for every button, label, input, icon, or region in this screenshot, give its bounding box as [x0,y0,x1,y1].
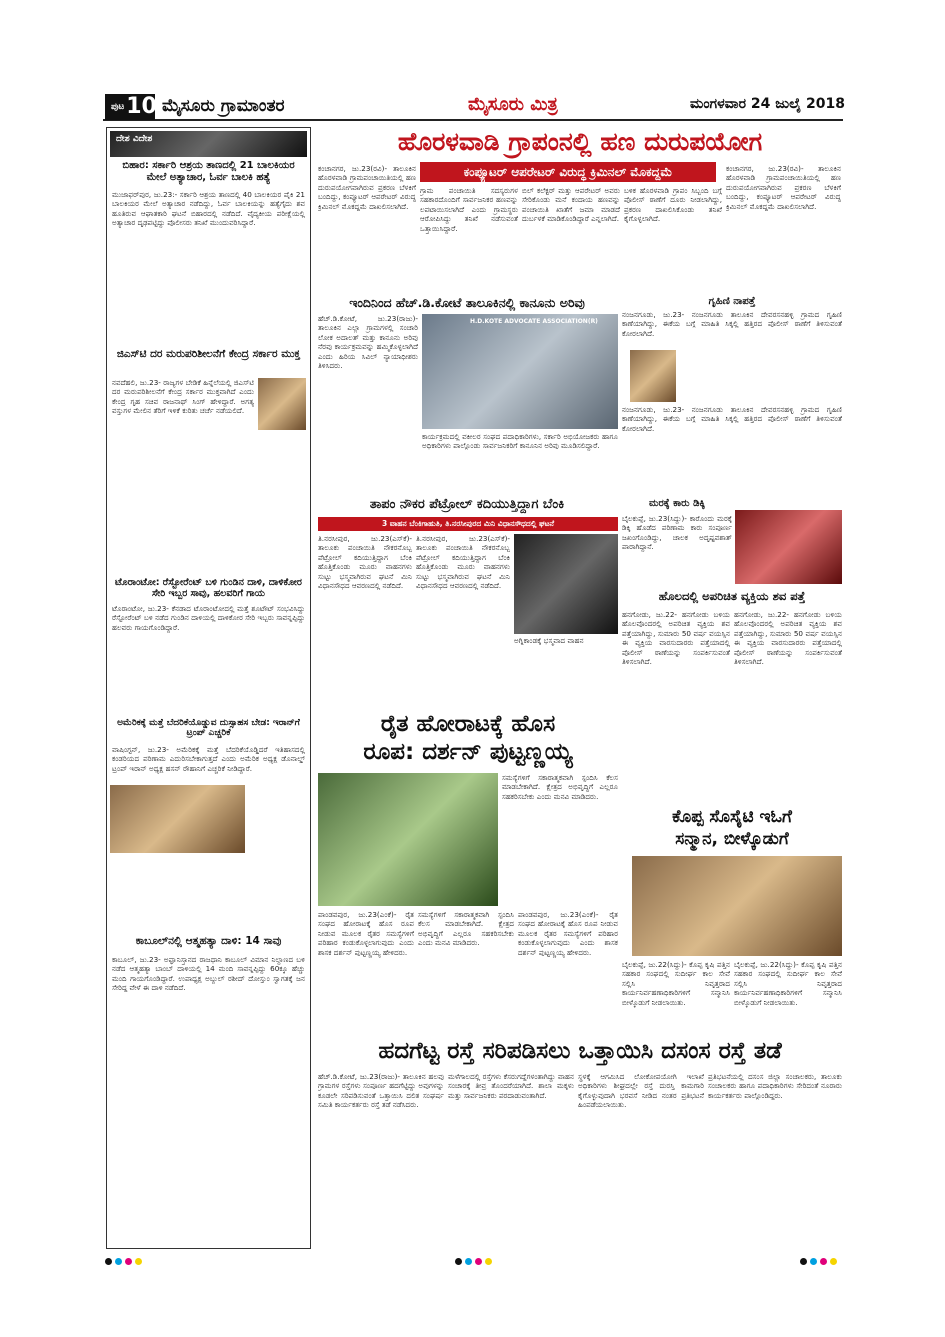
lead-headline: ಹೊರಳವಾಡಿ ಗ್ರಾಪಂನಲ್ಲಿ ಹಣ ದುರುಪಯೋಗ [397,127,763,156]
reg-dot-cyan [810,1258,817,1265]
law-text-2: ಕಾರ್ಯಕ್ರಮದಲ್ಲಿ ವಕೀಲರ ಸಂಘದ ಪದಾಧಿಕಾರಿಗಳು, ಸರ್ಕಾರಿ ಅಭಿಯೋಜಕರು ಹಾಗೂ ಅಧಿಕಾರಿಗಳು ಪಾಲ್ಗೊಂಡು ಸಾರ್ವಜನಿಕರಿಗೆ ಕಾನೂನಿನ ಅರಿವು ಮೂಡಿಸಲಿದ್ದಾರೆ. [422,432,618,451]
reg-dot-magenta [475,1258,482,1265]
farmer-text-2: ಸಮಸ್ಯೆಗಳಿಗೆ ಸಕಾರಾತ್ಮಕವಾಗಿ ಸ್ಪಂದಿಸಿ ಕೆಲಸ ಮಾಡಬೇಕಾಗಿದೆ. ಕ್ಷೇತ್ರದ ಅಭಿವೃದ್ಧಿಗೆ ಎಲ್ಲರೂ ಸಹಕರಿಸಬೇಕು ಎಂದು ಮನವಿ ಮಾಡಿದರು. [418,910,514,948]
reg-dot-yellow [485,1258,492,1265]
fire-text-1: ತಿ.ನರಸೀಪುರ, ಜು.23(ಎಸ್‌ಕೆ)- ತಾಲೂಕು ಪಂಚಾಯಿತಿ ನೌಕರನೊಬ್ಬ ಪೆಟ್ರೋಲ್ ಕದಿಯುತ್ತಿದ್ದಾಗ ಬೆಂಕಿ ಹೊತ್ತಿಕೊಂಡು ಮೂರು ವಾಹನಗಳು ಸುಟ್ಟು ಭಸ್ಮವಾಗಿರುವ ಘಟನೆ ಮಿನಿ ವಿಧಾನಸೌಧದ ಆವರಣದಲ್ಲಿ ನಡೆದಿದೆ. [318,534,412,591]
story-gst-text: ನವದೆಹಲಿ, ಜು.23- ರಾಜ್ಯಗಳ ಬೇಡಿಕೆ ಹಿನ್ನೆಲೆಯಲ್ಲಿ ಜಿಎಸ್‌ಟಿ ದರ ಮರುಪರಿಶೀಲನೆಗೆ ಕೇಂದ್ರ ಸರ್ಕಾರ ಮುಕ್ತವಾಗಿದೆ ಎಂದು ಕೇಂದ್ರ ಗೃಹ ಸಚಿವ ರಾಜನಾಥ್ ಸಿಂಗ್ ಹೇಳಿದ್ದಾರೆ. ಅಗತ್ಯ ವಸ್ತುಗಳ ಮೇಲಿನ ತೆರಿಗೆ ಇಳಿಕೆ ಕುರಿತು ಚರ್ಚೆ ನಡೆಯಲಿದೆ. [112,378,254,416]
housewife-text-2: ನಂಜನಗೂಡು, ಜು.23- ನಂಜನಗೂಡು ತಾಲೂಕಿನ ದೇವರಸನಹಳ್ಳಿ ಗ್ರಾಮದ ಗೃಹಿಣಿ ಕಾಣೆಯಾಗಿದ್ದು, ಈಕೆಯ ಬಗ್ಗೆ ಮಾಹಿತಿ ಸಿಕ್ಕಲ್ಲಿ ಹತ್ತಿರದ ಪೊಲೀಸ್ ಠಾಣೆಗೆ ತಿಳಿಸುವಂತೆ ಕೋರಲಾಗಿದೆ. [622,405,842,433]
story-bihar-body [112,190,305,345]
story-toronto-body [112,604,305,714]
story-gst-headline: ಜಿಎಸ್‌ಟಿ ದರ ಮರುಪರಿಶೀಲನೆಗೆ ಕೇಂದ್ರ ಸರ್ಕಾರ ಮುಕ್ತ [116,348,301,360]
story-bihar-text: ಮುಜಾಫರ್‌ಪುರ, ಜು.23:- ಸರ್ಕಾರಿ ಆಶ್ರಯ ತಾಣದಲ್ಲಿ 40 ಬಾಲಕಿಯರ ಪೈಕಿ 21 ಬಾಲಕಿಯರ ಮೇಲೆ ಅತ್ಯಾಚಾರ ನಡೆದಿದ್ದು, ಓರ್ವ ಬಾಲಕಿಯನ್ನು ಹತ್ಯೆಗೈದು ಶವ ಹೂತಿರುವ ಆಘಾತಕಾರಿ ಘಟನೆ ಬಿಹಾರದಲ್ಲಿ ನಡೆದಿದೆ. ವೈದ್ಯಕೀಯ ಪರೀಕ್ಷೆಯಲ್ಲಿ ಅತ್ಯಾಚಾರ ದೃಢಪಟ್ಟಿದ್ದು ಪೊಲೀಸರು ತನಿಖೆ ಮುಂದುವರಿಸಿದ್ದಾರೆ. [112,190,305,228]
road-body-col4 [708,1072,842,1247]
lead-text-1: ಕಂಚಾನಗರ, ಜು.23(ರವಿ)- ತಾಲೂಕಿನ ಹೊರಳವಾಡಿ ಗ್ರಾಮಪಂಚಾಯಿತಿಯಲ್ಲಿ ಹಣ ದುರುಪಯೋಗವಾಗಿರುವ ಪ್ರಕರಣ ಬೆಳಕಿಗೆ ಬಂದಿದ್ದು, ಕಂಪ್ಯೂಟರ್ ಆಪರೇಟರ್ ವಿರುದ್ಧ ಕ್ರಿಮಿನಲ್ ಮೊಕದ್ದಮೆ ದಾಖಲಿಸಲಾಗಿದೆ. [318,164,416,211]
farmer-body-col3 [518,910,618,1030]
honor-headline-line1: ಕೊಪ್ಪ ಸೊಸೈಟಿ ಇಓಗೆ [672,807,792,827]
farmer-body-col1 [318,910,414,1030]
lead-text-2: ಗ್ರಾಮ ಪಂಚಾಯಿತಿ ಸದಸ್ಯರುಗಳ ಸಹಕಾರದೊಂದಿಗೆ ಸಾರ್ವಜನಿಕರ ಹಣವನ್ನು ಲಪಟಾಯಿಸಲಾಗಿದೆ ಎಂದು ಗ್ರಾಮಸ್ಥರು ಆರೋಪಿಸಿದ್ದು ತನಿಖೆ ನಡೆಸುವಂತೆ ಒತ್ತಾಯಿಸಿದ್ದಾರೆ. [420,186,518,233]
registration-marks-center [455,1250,495,1269]
corpse-body-col2 [734,610,842,802]
farmer-body-col2 [418,910,514,1030]
reg-dot-cyan [115,1258,122,1265]
lead-body-col5 [726,164,841,294]
reg-dot-black [105,1258,112,1265]
honor-headline [622,806,842,850]
car-text: ಬೈಲಕುಪ್ಪೆ, ಜು.23(ಸಿದ್ದು)- ಕಾರೊಂದು ಮರಕ್ಕೆ ಡಿಕ್ಕಿ ಹೊಡೆದ ಪರಿಣಾಮ ಕಾರು ಸಂಪೂರ್ಣ ಜಖಂಗೊಂಡಿದ್ದು, ಚಾಲಕ ಅದೃಷ್ಟವಶಾತ್ ಪಾರಾಗಿದ್ದಾನೆ. [622,514,732,552]
desh-videsh-badge [110,131,307,157]
law-headline: ಇಂದಿನಿಂದ ಹೆಚ್.ಡಿ.ಕೋಟೆ ತಾಲೂಕಿನಲ್ಲಿ ಕಾನೂನು ಅರಿವು [349,295,585,310]
honor-body-col1 [622,960,730,1032]
burnt-vehicle-photo [514,534,618,634]
farmer-headline-line2: ರೂಪ: ದರ್ಶನ್ ಪುಟ್ಟಣ್ಣಯ್ಯ [363,739,573,765]
story-trump-headline: ಅಮೆರಿಕಕ್ಕೆ ಮತ್ತೆ ಬೆದರಿಕೆಯೊಡ್ಡುವ ದುಸ್ಸಾಹಸ ಬೇಡ: ಇರಾನ್‌ಗೆ ಟ್ರಂಪ್ ಎಚ್ಚರಿಕೆ [117,718,300,739]
farmer-headline-line1: ರೈತ ಹೋರಾಟಕ್ಕೆ ಹೊಸ [380,711,556,737]
law-body-2 [422,432,618,494]
corpse-text-1: ಹನಗೋಡು, ಜು.22- ಹನಗೋಡು ಬಳಿಯ ಹೊಲವೊಂದರಲ್ಲಿ ಅಪರಿಚಿತ ವ್ಯಕ್ತಿಯ ಶವ ಪತ್ತೆಯಾಗಿದ್ದು, ಸುಮಾರು 50 ವರ್ಷ ವಯಸ್ಸಿನ ಈ ವ್ಯಕ್ತಿಯ ವಾರಸುದಾರರು ಪತ್ತೆಯಾದಲ್ಲಿ ಪೊಲೀಸ್ ಠಾಣೆಯನ್ನು ಸಂಪರ್ಕಿಸುವಂತೆ ತಿಳಿಸಲಾಗಿದೆ. [622,610,730,667]
fire-body-col2 [416,534,510,704]
reg-dot-yellow [135,1258,142,1265]
dateline: ಮಂಗಳವಾರ 24 ಜುಲೈ 2018 [690,96,845,112]
reg-dot-black [800,1258,807,1265]
law-text: ಹೆಚ್.ಡಿ.ಕೋಟೆ, ಜು.23(ರಾಜು)- ತಾಲೂಕಿನ ಎಲ್ಲಾ ಗ್ರಾಮಗಳಲ್ಲಿ ಸಂಚಾರಿ ಲೋಕ ಅದಾಲತ್ ಮತ್ತು ಕಾನೂನು ಅರಿವು ನೆರವು ಕಾರ್ಯಕ್ರಮವನ್ನು ಹಮ್ಮಿಕೊಳ್ಳಲಾಗಿದೆ ಎಂದು ಹಿರಿಯ ಸಿವಿಲ್ ನ್ಯಾಯಾಧೀಶರು ತಿಳಿಸಿದರು. [318,314,418,371]
housewife-headline: ಗೃಹಿಣಿ ನಾಪತ್ತೆ [708,296,756,307]
farmer-text-3: ಪಾಂಡವಪುರ, ಜು.23(ಎಂಕೆ)- ರೈತ ಸಂಘದ ಹೋರಾಟಕ್ಕೆ ಹೊಸ ರೂಪ ನೀಡುವ ಮೂಲಕ ರೈತರ ಸಮಸ್ಯೆಗಳಿಗೆ ಪರಿಹಾರ ಕಂಡುಕೊಳ್ಳಲಾಗುವುದು ಎಂದು ಶಾಸಕ ದರ್ಶನ್ ಪುಟ್ಟಣ್ಣಯ್ಯ ಹೇಳಿದರು. [518,910,618,957]
registration-marks-right [800,1250,840,1269]
car-body [622,514,732,586]
housewife-text: ನಂಜನಗೂಡು, ಜು.23- ನಂಜನಗೂಡು ತಾಲೂಕಿನ ದೇವರಸನಹಳ್ಳಿ ಗ್ರಾಮದ ಗೃಹಿಣಿ ಕಾಣೆಯಾಗಿದ್ದು, ಈಕೆಯ ಬಗ್ಗೆ ಮಾಹಿತಿ ಸಿಕ್ಕಲ್ಲಿ ಹತ್ತಿರದ ಪೊಲೀಸ್ ಠಾಣೆಗೆ ತಿಳಿಸುವಂತೆ ಕೋರಲಾಗಿದೆ. [622,310,842,338]
corpse-body-col1 [622,610,730,802]
story-trump-text: ವಾಷಿಂಗ್ಟನ್, ಜು.23- ಅಮೆರಿಕಕ್ಕೆ ಮತ್ತೆ ಬೆದರಿಕೆಯೊಡ್ಡಿದರೆ ಇತಿಹಾಸದಲ್ಲಿ ಕಂಡರಿಯದ ಪರಿಣಾಮ ಎದುರಿಸಬೇಕಾಗುತ್ತದೆ ಎಂದು ಅಮೆರಿಕ ಅಧ್ಯಕ್ಷ ಡೊನಾಲ್ಡ್ ಟ್ರಂಪ್ ಇರಾನ್ ಅಧ್ಯಕ್ಷ ಹಸನ್ ರೌಹಾನಿಗೆ ಎಚ್ಚರಿಕೆ ನೀಡಿದ್ದಾರೆ. [112,745,305,773]
fire-body-col1 [318,534,412,704]
reg-dot-magenta [125,1258,132,1265]
reg-dot-magenta [820,1258,827,1265]
lead-text-5: ಕಂಚಾನಗರ, ಜು.23(ರವಿ)- ತಾಲೂಕಿನ ಹೊರಳವಾಡಿ ಗ್ರಾಮಪಂಚಾಯಿತಿಯಲ್ಲಿ ಹಣ ದುರುಪಯೋಗವಾಗಿರುವ ಪ್ರಕರಣ ಬೆಳಕಿಗೆ ಬಂದಿದ್ದು, ಕಂಪ್ಯೂಟರ್ ಆಪರೇಟರ್ ವಿರುದ್ಧ ಕ್ರಿಮಿನಲ್ ಮೊಕದ್ದಮೆ ದಾಖಲಿಸಲಾಗಿದೆ. [726,164,841,211]
lead-text-3: ಬಿಲ್ ಕಲೆಕ್ಟರ್ ಮತ್ತು ಆಪರೇಟರ್ ಅವರು ಸೇರಿಕೊಂಡು ಮನೆ ಕಂದಾಯ ಹಣವನ್ನು ಪಂಚಾಯಿತಿ ಖಾತೆಗೆ ಜಮಾ ಮಾಡದೆ ದುರ್ಬಳಕೆ ಮಾಡಿಕೊಂಡಿದ್ದಾರೆ ಎನ್ನಲಾಗಿದೆ. [522,186,620,224]
housewife-body-top [622,310,842,345]
road-headline: ಹದಗೆಟ್ಟ ರಸ್ತೆ ಸರಿಪಡಿಸಲು ಒತ್ತಾಯಿಸಿ ದಸಂಸ ರಸ್ತೆ ತಡೆ [378,1038,782,1064]
advocates-photo [422,314,618,429]
car-accident-photo [735,510,842,584]
page-number-badge [105,94,155,120]
car-headline: ಮರಕ್ಕೆ ಕಾರು ಡಿಕ್ಕಿ [648,498,706,509]
farmer-event-photo [318,773,498,906]
reg-dot-yellow [830,1258,837,1265]
story-gst-body [112,378,254,438]
corpse-headline: ಹೊಲದಲ್ಲಿ ಅಪರಿಚಿತ ವ್ಯಕ್ತಿಯ ಶವ ಪತ್ತೆ [658,589,806,603]
registration-marks-left [105,1250,145,1269]
honor-text-2: ಬೈಲಕುಪ್ಪೆ, ಜು.22(ಸಿದ್ದು)- ಕೊಪ್ಪ ಕೃಷಿ ಪತ್ತಿನ ಸಹಕಾರ ಸಂಘದಲ್ಲಿ ಸುದೀರ್ಘ ಕಾಲ ಸೇವೆ ಸಲ್ಲಿಸಿ ನಿವೃತ್ತರಾದ ಕಾರ್ಯನಿರ್ವಹಣಾಧಿಕಾರಿಗಳಿಗೆ ಸನ್ಮಾನಿಸಿ ಬೀಳ್ಕೊಡುಗೆ ನೀಡಲಾಯಿತು. [734,960,842,1007]
road-body-col3 [578,1072,704,1247]
lead-subhead: ಕಂಪ್ಯೂಟರ್ ಆಪರೇಟರ್ ವಿರುದ್ಧ ಕ್ರಿಮಿನಲ್ ಮೊಕದ್ದಮೆ [420,162,716,182]
farmer-headline [318,710,618,766]
road-text-4: ಪ್ರತಿಭಟನೆಯಲ್ಲಿ ದಸಂಸ ಜಿಲ್ಲಾ ಸಂಚಾಲಕರು, ತಾಲೂಕು ಸಂಚಾಲಕರು ಹಾಗೂ ಪದಾಧಿಕಾರಿಗಳು ಸೇರಿದಂತೆ ನೂರಾರು ಕಾರ್ಯಕರ್ತರು ಪಾಲ್ಗೊಂಡಿದ್ದರು. [708,1072,842,1100]
story-kabul-text: ಕಾಬೂಲ್, ಜು.23- ಅಫ್ಘಾನಿಸ್ತಾನದ ರಾಜಧಾನಿ ಕಾಬೂಲ್ ವಿಮಾನ ನಿಲ್ದಾಣದ ಬಳಿ ನಡೆದ ಆತ್ಮಹತ್ಯಾ ಬಾಂಬ್ ದಾಳಿಯಲ್ಲಿ 14 ಮಂದಿ ಸಾವನ್ನಪ್ಪಿದ್ದು 60ಕ್ಕೂ ಹೆಚ್ಚು ಮಂದಿ ಗಾಯಗೊಂಡಿದ್ದಾರೆ. ಉಪಾಧ್ಯಕ್ಷ ಅಬ್ದುಲ್ ರಶೀದ್ ದೋಸ್ತುಂ ಸ್ವಾಗತಕ್ಕೆ ಜನ ಸೇರಿದ್ದ ವೇಳೆ ಈ ದಾಳಿ ನಡೆದಿದೆ. [112,955,305,993]
advocates-banner: H.D.KOTE ADVOCATE ASSOCIATION(R) [470,318,598,325]
lead-text-4: ಬಳಿಕ ಹೊರಳವಾಡಿ ಗ್ರಾಪಂ ಸಿಬ್ಬಂದಿ ಬಗ್ಗೆ ಪೊಲೀಸ್ ಠಾಣೆಗೆ ದೂರು ನೀಡಲಾಗಿದ್ದು, ಪ್ರಕರಣ ದಾಖಲಿಸಿಕೊಂಡು ತನಿಖೆ ಕೈಗೊಳ್ಳಲಾಗಿದೆ. [624,186,722,224]
lead-body-col2 [420,186,518,294]
road-body-col2 [448,1072,574,1247]
farmer-text-top: ಸಮಸ್ಯೆಗಳಿಗೆ ಸಕಾರಾತ್ಮಕವಾಗಿ ಸ್ಪಂದಿಸಿ ಕೆಲಸ ಮಾಡಬೇಕಾಗಿದೆ. ಕ್ಷೇತ್ರದ ಅಭಿವೃದ್ಧಿಗೆ ಎಲ್ಲರೂ ಸಹಕರಿಸಬೇಕು ಎಂದು ಮನವಿ ಮಾಡಿದರು. [502,773,618,801]
farmer-body-top [502,773,618,906]
story-toronto-headline: ಟೊರಾಂಟೋ: ರೆಸ್ಟೋರೆಂಟ್ ಬಳಿ ಗುಂಡಿನ ದಾಳಿ, ದಾಳಿಕೋರ ಸೇರಿ ಇಬ್ಬರ ಸಾವು, ಹಲವರಿಗೆ ಗಾಯ [115,577,302,599]
honor-body-col2 [734,960,842,1032]
masthead-logo: ಮೈಸೂರು ಮಿತ್ರ [468,94,558,115]
rajnath-photo [258,378,306,430]
page-number: 10 [126,94,157,119]
lead-body-col3 [522,186,620,294]
page-label: ಪುಟ [111,102,125,112]
corpse-text-2: ಹನಗೋಡು, ಜು.22- ಹನಗೋಡು ಬಳಿಯ ಹೊಲವೊಂದರಲ್ಲಿ ಅಪರಿಚಿತ ವ್ಯಕ್ತಿಯ ಶವ ಪತ್ತೆಯಾಗಿದ್ದು, ಸುಮಾರು 50 ವರ್ಷ ವಯಸ್ಸಿನ ಈ ವ್ಯಕ್ತಿಯ ವಾರಸುದಾರರು ಪತ್ತೆಯಾದಲ್ಲಿ ಪೊಲೀಸ್ ಠಾಣೆಯನ್ನು ಸಂಪರ್ಕಿಸುವಂತೆ ತಿಳಿಸಲಾಗಿದೆ. [734,610,842,667]
story-trump-body [112,745,305,783]
story-kabul-headline: ಕಾಬೂಲ್‌ನಲ್ಲಿ ಆತ್ಮಹತ್ಯಾ ದಾಳಿ: 14 ಸಾವು [135,935,282,947]
story-kabul-body [112,955,305,1240]
lead-body-col4 [624,186,722,294]
road-body-col1 [318,1072,444,1247]
fire-caption: ಅಗ್ನಿಕಾಂಡಕ್ಕೆ ಭಸ್ಮವಾದ ವಾಹನ [514,636,584,645]
story-bihar-headline: ಬಿಹಾರ: ಸರ್ಕಾರಿ ಆಶ್ರಯ ತಾಣದಲ್ಲಿ 21 ಬಾಲಕಿಯರ ಮೇಲೆ ಅತ್ಯಾಚಾರ, ಓರ್ವ ಬಾಲಕಿ ಹತ್ಯೆ [122,160,295,183]
honor-photo [632,856,842,956]
honor-text-1: ಬೈಲಕುಪ್ಪೆ, ಜು.22(ಸಿದ್ದು)- ಕೊಪ್ಪ ಕೃಷಿ ಪತ್ತಿನ ಸಹಕಾರ ಸಂಘದಲ್ಲಿ ಸುದೀರ್ಘ ಕಾಲ ಸೇವೆ ಸಲ್ಲಿಸಿ ನಿವೃತ್ತರಾದ ಕಾರ್ಯನಿರ್ವಹಣಾಧಿಕಾರಿಗಳಿಗೆ ಸನ್ಮಾನಿಸಿ ಬೀಳ್ಕೊಡುಗೆ ನೀಡಲಾಯಿತು. [622,960,730,1007]
honor-headline-line2: ಸನ್ಮಾನ, ಬೀಳ್ಕೊಡುಗೆ [675,829,789,849]
fire-subhead: 3 ವಾಹನ ಬೆಂಕಿಗಾಹುತಿ, ತಿ.ನರಸೀಪುರದ ಮಿನಿ ವಿಧಾನಸೌಧದಲ್ಲಿ ಘಟನೆ [318,517,618,531]
housewife-photo [630,350,676,402]
section-title: ಮೈಸೂರು ಗ್ರಾಮಾಂತರ [162,96,285,116]
road-text-2: ಮಳೆಗಾಲದಲ್ಲಿ ರಸ್ತೆಗಳು ಕೆಸರುಗದ್ದೆಗಳಂತಾಗಿದ್ದು ವಾಹನ ಸಂಚಾರಕ್ಕೆ ತೀವ್ರ ತೊಂದರೆಯಾಗಿದೆ. ಶಾಲಾ ಮಕ್ಕಳು ಮತ್ತು ಸಾರ್ವಜನಿಕರು ಪರದಾಡುವಂತಾಗಿದೆ. [448,1072,574,1100]
reg-dot-cyan [465,1258,472,1265]
trump-rouhani-photo [110,785,245,853]
law-body [318,314,418,494]
fire-text-2: ತಿ.ನರಸೀಪುರ, ಜು.23(ಎಸ್‌ಕೆ)- ತಾಲೂಕು ಪಂಚಾಯಿತಿ ನೌಕರನೊಬ್ಬ ಪೆಟ್ರೋಲ್ ಕದಿಯುತ್ತಿದ್ದಾಗ ಬೆಂಕಿ ಹೊತ್ತಿಕೊಂಡು ಮೂರು ವಾಹನಗಳು ಸುಟ್ಟು ಭಸ್ಮವಾಗಿರುವ ಘಟನೆ ಮಿನಿ ವಿಧಾನಸೌಧದ ಆವರಣದಲ್ಲಿ ನಡೆದಿದೆ. [416,534,510,591]
story-toronto-text: ಟೊರಾಂಟೋ, ಜು.23- ಕೆನಡಾದ ಟೊರಾಂಟೋದಲ್ಲಿ ಮತ್ತೆ ಶೂಟೌಟ್ ಸಂಭವಿಸಿದ್ದು ರೆಸ್ಟೋರೆಂಟ್ ಬಳಿ ನಡೆದ ಗುಂಡಿನ ದಾಳಿಯಲ್ಲಿ ದಾಳಿಕೋರ ಸೇರಿ ಇಬ್ಬರು ಸಾವನ್ನಪ್ಪಿದ್ದು ಹಲವರು ಗಾಯಗೊಂಡಿದ್ದಾರೆ. [112,604,305,632]
farmer-text-1: ಪಾಂಡವಪುರ, ಜು.23(ಎಂಕೆ)- ರೈತ ಸಂಘದ ಹೋರಾಟಕ್ಕೆ ಹೊಸ ರೂಪ ನೀಡುವ ಮೂಲಕ ರೈತರ ಸಮಸ್ಯೆಗಳಿಗೆ ಪರಿಹಾರ ಕಂಡುಕೊಳ್ಳಲಾಗುವುದು ಎಂದು ಶಾಸಕ ದರ್ಶನ್ ಪುಟ್ಟಣ್ಣಯ್ಯ ಹೇಳಿದರು. [318,910,414,957]
badge-label: ದೇಶ ವಿದೇಶ [116,134,153,144]
fire-headline: ತಾಪಂ ನೌಕರ ಪೆಟ್ರೋಲ್ ಕದಿಯುತ್ತಿದ್ದಾಗ ಬೆಂಕಿ [369,497,565,512]
road-text-1: ಹೆಚ್.ಡಿ.ಕೋಟೆ, ಜು.23(ರಾಜು)- ತಾಲೂಕಿನ ಹಲವು ಗ್ರಾಮಗಳ ರಸ್ತೆಗಳು ಸಂಪೂರ್ಣ ಹದಗೆಟ್ಟಿದ್ದು ಅವುಗಳನ್ನು ಕೂಡಲೇ ಸರಿಪಡಿಸುವಂತೆ ಒತ್ತಾಯಿಸಿ ದಲಿತ ಸಂಘರ್ಷ ಸಮಿತಿ ಕಾರ್ಯಕರ್ತರು ರಸ್ತೆ ತಡೆ ನಡೆಸಿದರು. [318,1072,444,1110]
road-text-3: ಸ್ಥಳಕ್ಕೆ ಆಗಮಿಸಿದ ಲೋಕೋಪಯೋಗಿ ಇಲಾಖೆ ಅಧಿಕಾರಿಗಳು ಶೀಘ್ರದಲ್ಲೇ ರಸ್ತೆ ದುರಸ್ತಿ ಕಾಮಗಾರಿ ಕೈಗೊಳ್ಳುವುದಾಗಿ ಭರವಸೆ ನೀಡಿದ ನಂತರ ಪ್ರತಿಭಟನೆ ಹಿಂಪಡೆಯಲಾಯಿತು. [578,1072,704,1110]
lead-body-col1 [318,164,416,294]
housewife-body-bottom [622,405,842,495]
reg-dot-black [455,1258,462,1265]
